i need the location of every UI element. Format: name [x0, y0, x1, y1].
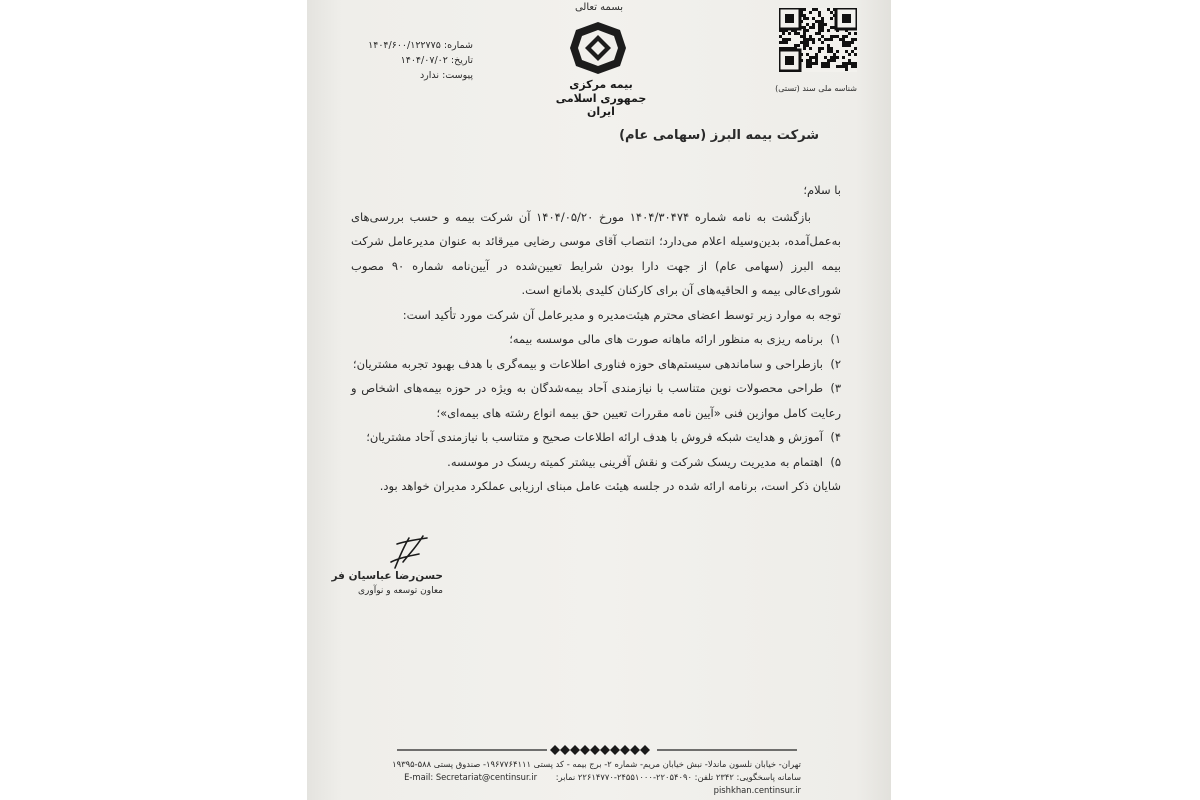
closing-paragraph: شایان ذکر است، برنامه ارائه شده در جلسه هیئت عامل مبنای ارزیابی عملکرد مدیران خواهد بود.	[379, 479, 841, 493]
signer-name: حسن‌رضا عباسیان فر	[331, 570, 443, 582]
letter-attachment: پیوست: ندارد	[419, 70, 473, 81]
invocation-text: بسمه تعالی	[574, 2, 624, 13]
reference-block	[323, 38, 473, 83]
org-name-line1: بیمه مرکزی	[569, 78, 633, 91]
letter-date: تاریخ: ۱۴۰۴/۰۷/۰۲	[400, 55, 473, 66]
list-item: ۱)برنامه ریزی به منظور ارائه ماهانه صورت های مالی موسسه بیمه؛	[509, 332, 841, 346]
list-item: ۴)آموزش و هدایت شبکه فروش با هدف ارائه اطلاعات صحیح و متناسب با نیازمندی آحاد مشتریان؛	[366, 430, 841, 444]
footer-address: تهران- خیابان نلسون ماندلا- نبش خیابان مریم- شماره ۲- برج بیمه - کد پستی ۱۹۶۷۷۶۴۱۱۱- صندوق پستی ۵۸۸-۱۹۳۹۵	[392, 759, 801, 769]
paragraph-1: بازگشت به نامه شماره ۱۴۰۴/۳۰۴۷۴ مورخ ۱۴۰۴/۰۵/۲۰ آن شرکت بیمه و حسب بررسی‌های به‌عمل‌آمده، بدین‌وسیله اعلام می‌دارد؛ انتصاب آقای موسی رضایی میرقائد به عنوان مدیرعامل شرکت بیمه البرز (سهامی عام) از جهت دارا بودن شرایط تعیین‌شده در آیین‌نامه شماره ۹۰ مصوب شورای‌عالی بیمه و الحاقیه‌های آن برای کارکنان کلیدی بلامانع است.	[351, 209, 841, 297]
letter-number: شماره: ۱۴۰۴/۶۰۰/۱۲۲۷۷۵	[368, 40, 473, 51]
qr-caption: شناسه ملی سند (تستی)	[775, 84, 857, 93]
signature-block	[333, 532, 443, 612]
footer-email: E-mail: Secretariat@centinsur.ir	[404, 772, 538, 782]
org-name-line2: جمهوری اسلامی ایران	[555, 92, 647, 118]
signer-title: معاون توسعه و نوآوری	[357, 586, 443, 596]
letter-footer	[341, 758, 801, 797]
footer-phones: سامانه پاسخگویی: ۲۳۴۲ تلفن: ۲۲۰۵۴۰۹۰-۲۴۵۵۱۰۰۰-۲۲۶۱۴۷۷۰ نمابر: E-mail: Secretariat@centinsur.ir	[404, 772, 801, 782]
greeting: با سلام؛	[803, 183, 841, 197]
paragraph-2: توجه به موارد زیر توسط اعضای محترم هیئت‌مدیره و مدیرعامل آن شرکت مورد تأکید است:	[402, 307, 841, 322]
letter-page	[307, 0, 891, 800]
letter-body	[351, 178, 841, 499]
qr-code-icon	[779, 8, 857, 72]
list-item: ۳)طراحی محصولات نوین متناسب با نیازمندی آحاد بیمه‌شدگان به ویژه در حوزه بیمه‌های اشخاص و رعایت کامل موازین فنی «آیین نامه مقررات تعیین حق بیمه انواع رشته های بیمه‌ای»؛	[351, 381, 841, 420]
footer-website: pishkhan.centinsur.ir	[713, 785, 801, 795]
recipient: شرکت بیمه البرز (سهامی عام)	[619, 128, 819, 143]
central-insurance-logo	[555, 20, 647, 118]
list-item: ۲)بازطراحی و ساماندهی سیستم‌های حوزه فناوری اطلاعات و بیمه‌گری با هدف بهبود تجربه مشتریان؛	[352, 356, 841, 371]
list-item: ۵)اهتمام به مدیریت ریسک شرکت و نقش آفرینی بیشتر کمیته ریسک در موسسه.	[447, 454, 841, 469]
logo-emblem-icon	[568, 20, 628, 76]
footer-divider	[397, 744, 797, 756]
